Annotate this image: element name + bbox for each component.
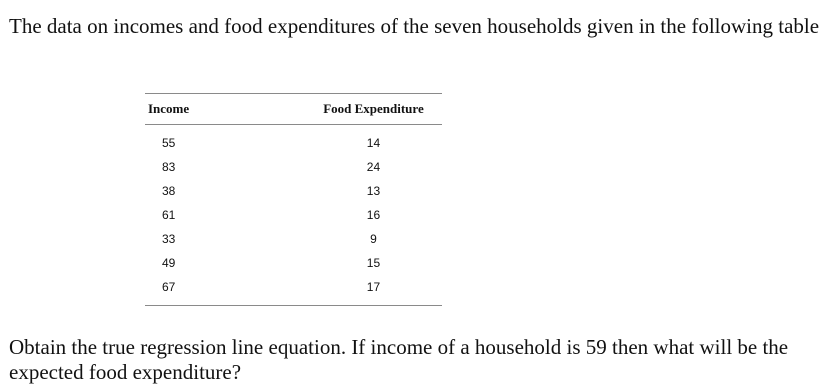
cell-food-expenditure: 15: [366, 256, 381, 270]
cell-income: 55: [162, 136, 176, 150]
cell-food-expenditure: 14: [366, 136, 381, 150]
table-row: [145, 275, 442, 306]
table-header-row: [145, 94, 442, 125]
cell-income: 83: [162, 160, 176, 174]
cell-food-expenditure: 16: [366, 208, 381, 222]
table-row: [145, 155, 442, 179]
cell-income: 38: [162, 184, 176, 198]
header-income: Income: [148, 101, 190, 116]
cell-food-expenditure: 9: [370, 232, 377, 246]
question-text: Obtain the true regression line equation. If income of a household is 59 then what will be the expected food expenditure?: [9, 335, 789, 384]
table-row: [145, 125, 442, 156]
cell-food-expenditure: 17: [366, 280, 381, 294]
intro-text: The data on incomes and food expenditures of the seven households given in the following table: [9, 14, 820, 38]
cell-food-expenditure: 13: [366, 184, 381, 198]
cell-income: 61: [162, 208, 176, 222]
cell-food-expenditure: 24: [366, 160, 381, 174]
table-row: [145, 227, 442, 251]
table-row: [145, 203, 442, 227]
cell-income: 67: [162, 280, 176, 294]
cell-income: 49: [162, 256, 176, 270]
table-row: [145, 179, 442, 203]
table-row: [145, 251, 442, 275]
cell-income: 33: [162, 232, 176, 246]
header-food-expenditure: Food Expenditure: [323, 101, 424, 116]
data-table: [145, 93, 442, 306]
